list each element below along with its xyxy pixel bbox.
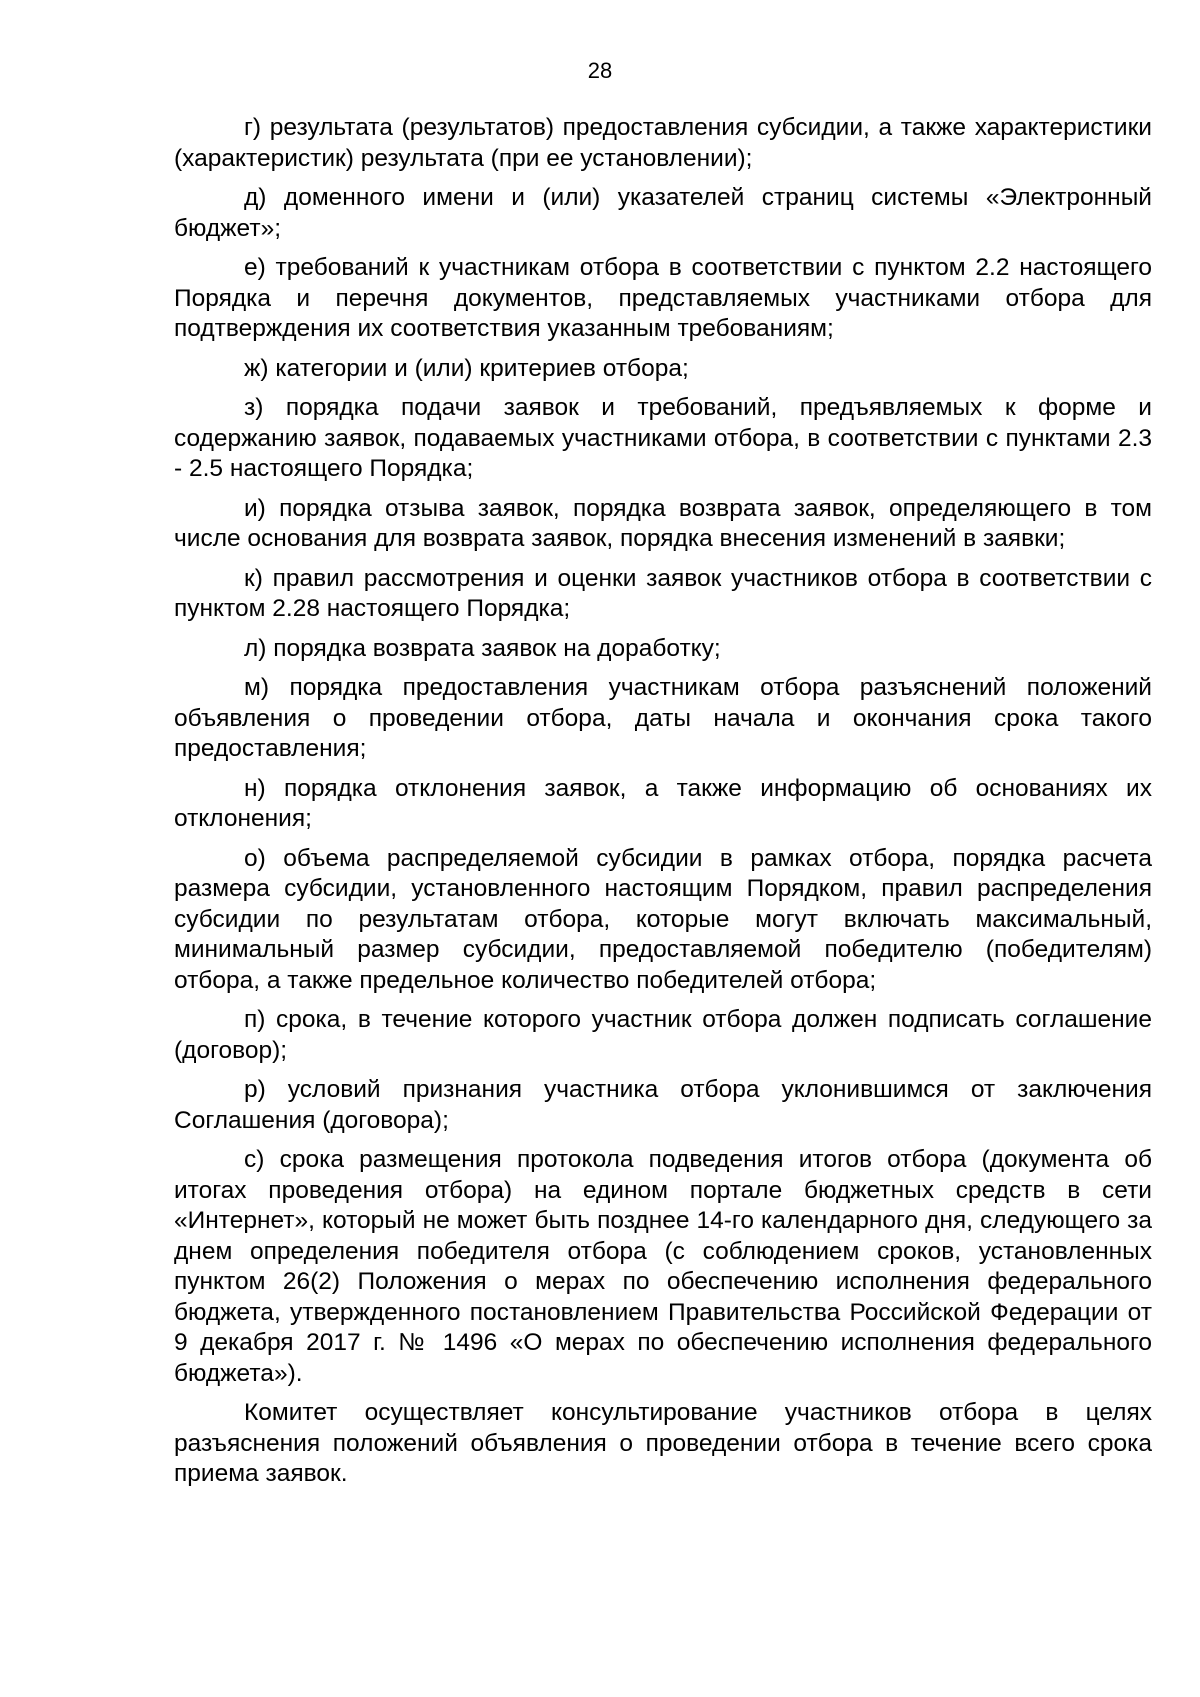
paragraph-k: к) правил рассмотрения и оценки заявок участников отбора в соответствии с пунктом 2.28 настоящего Порядка; — [174, 564, 1152, 622]
paragraph-o: о) объема распределяемой субсидии в рамках отбора, порядка расчета размера субсидии, установленного настоящим Порядком, правил распределения субсидии по результатам отбора, которые могут включать максимальный, минимальный размер субсидии, предоставляемой победителю (победителям) отбора, а также предельное количество победителей отбора; — [174, 844, 1152, 994]
paragraph-i: и) порядка отзыва заявок, порядка возврата заявок, определяющего в том числе основания для возврата заявок, порядка внесения изменений в заявки; — [174, 494, 1152, 552]
paragraph-s: с) срока размещения протокола подведения итогов отбора (документа об итогах проведения отбора) на едином портале бюджетных средств в сети «Интернет», который не может быть позднее 14-го календарного дня, следующего за днем определения победителя отбора (с соблюдением сроков, установленных пунктом 26(2) Положения о мерах по обеспечению исполнения федерального бюджета, утвержденного постановлением Правительства Российской Федерации от 9 декабря 2017 г. № 1496 «О мерах по обеспечению исполнения федерального бюджета»). — [174, 1146, 1152, 1387]
paragraph-zh: ж) категории и (или) критериев отбора; — [244, 354, 689, 382]
paragraph-n: н) порядка отклонения заявок, а также информацию об основаниях их отклонения; — [174, 774, 1152, 832]
paragraph-d: д) доменного имени и (или) указателей страниц системы «Электронный бюджет»; — [174, 184, 1152, 242]
paragraph-e: е) требований к участникам отбора в соответствии с пунктом 2.2 настоящего Порядка и перечня документов, представляемых участниками отбора для подтверждения их соответствия указанным требованиям; — [174, 254, 1152, 342]
paragraph-g: г) результата (результатов) предоставления субсидии, а также характеристики (характеристик) результата (при ее установлении); — [174, 114, 1152, 172]
page-number: 28 — [587, 58, 613, 83]
document-body — [174, 113, 1152, 1499]
paragraph-committee-consultation: Комитет осуществляет консультирование участников отбора в целях разъяснения положений объявления о проведении отбора в течение всего срока приема заявок. — [174, 1399, 1152, 1487]
paragraph-m: м) порядка предоставления участникам отбора разъяснений положений объявления о проведении отбора, даты начала и окончания срока такого предоставления; — [174, 674, 1152, 762]
paragraph-r: р) условий признания участника отбора уклонившимся от заключения Соглашения (договора); — [174, 1076, 1152, 1134]
paragraph-p: п) срока, в течение которого участник отбора должен подписать соглашение (договор); — [174, 1006, 1152, 1064]
paragraph-z: з) порядка подачи заявок и требований, предъявляемых к форме и содержанию заявок, подаваемых участниками отбора, в соответствии с пунктами 2.3 - 2.5 настоящего Порядка; — [174, 394, 1152, 482]
paragraph-l: л) порядка возврата заявок на доработку; — [244, 634, 721, 662]
